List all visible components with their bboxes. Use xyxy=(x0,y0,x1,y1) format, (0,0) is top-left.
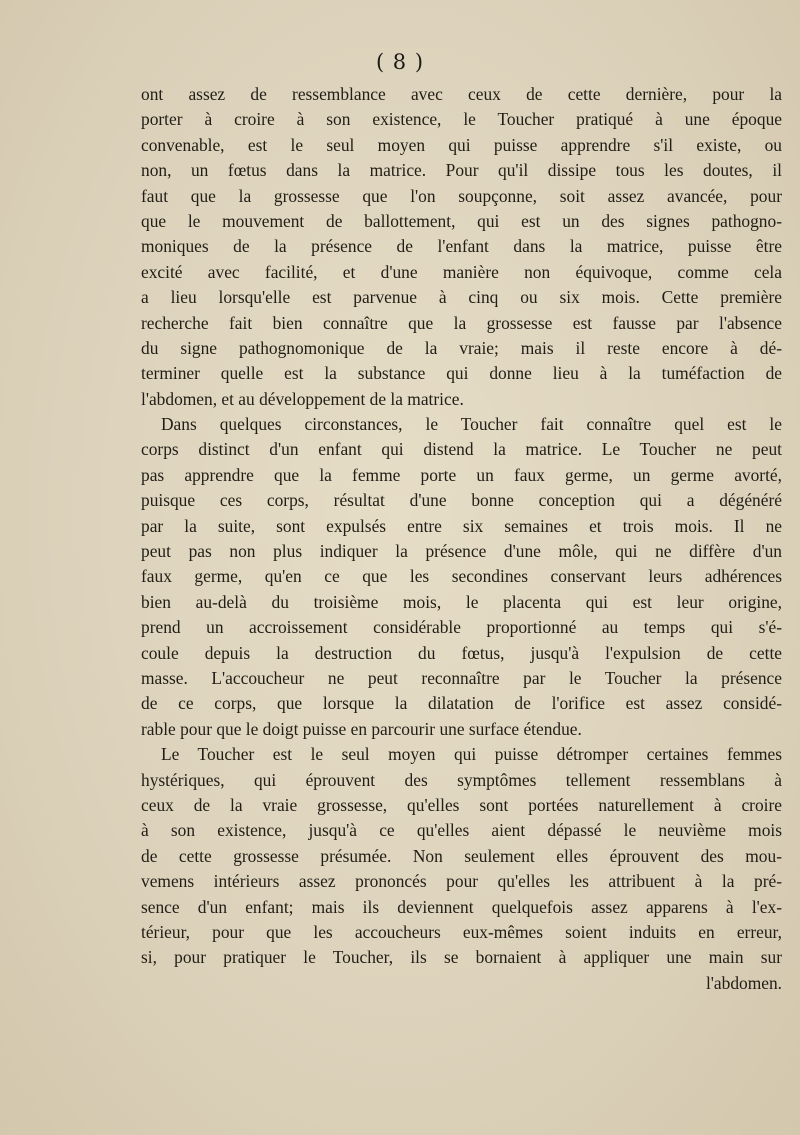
page-number: ( 8 ) xyxy=(375,50,425,74)
text-line: convenable, est le seul moyen qui puisse apprendre s'il existe, ou xyxy=(141,134,782,155)
text-line: vemens intérieurs assez prononcés pour qu'elles les attribuent à la pré- xyxy=(141,871,782,892)
text-line: a lieu lorsqu'elle est parvenue à cinq ou six mois. Cette première xyxy=(141,287,782,308)
text-line: l'abdomen. xyxy=(705,972,782,993)
paragraph-2 xyxy=(141,412,782,742)
text-line: pas apprendre que la femme porte un faux germe, un germe avorté, xyxy=(141,464,782,485)
text-line: peut pas non plus indiquer la présence d'une môle, qui ne diffère d'un xyxy=(141,541,782,562)
text-line: coule depuis la destruction du fœtus, jusqu'à l'expulsion de cette xyxy=(141,642,782,663)
text-line: corps distinct d'un enfant qui distend la matrice. Le Toucher ne peut xyxy=(141,439,782,460)
text-line: excité avec facilité, et d'une manière non équivoque, comme cela xyxy=(141,261,782,282)
text-line: si, pour pratiquer le Toucher, ils se bornaient à appliquer une main sur xyxy=(141,947,782,968)
text-line: ont assez de ressemblance avec ceux de cette dernière, pour la xyxy=(141,84,782,104)
text-line: du signe pathognomonique de la vraie; mais il reste encore à dé- xyxy=(141,337,782,358)
text-line: puisque ces corps, résultat d'une bonne conception qui a dégénéré xyxy=(141,490,782,511)
text-line: recherche fait bien connaître que la grossesse est fausse par l'absence xyxy=(141,312,782,333)
text-line: terminer quelle est la substance qui donne lieu à la tuméfaction de xyxy=(141,363,782,384)
text-line: térieur, pour que les accoucheurs eux-mêmes soient induits en erreur, xyxy=(141,921,782,942)
text-line: Le Toucher est le seul moyen qui puisse détromper certaines femmes xyxy=(161,744,782,765)
text-line: faut que la grossesse que l'on soupçonne, soit assez avancée, pour xyxy=(141,185,782,206)
text-line: sence d'un enfant; mais ils deviennent quelquefois assez apparens à l'ex- xyxy=(141,896,782,917)
text-line: à son existence, jusqu'à ce qu'elles aient dépassé le neuvième mois xyxy=(141,820,782,841)
text-line: prend un accroissement considérable proportionné au temps qui s'é- xyxy=(141,617,782,638)
text-line: bien au-delà du troisième mois, le placenta qui est leur origine, xyxy=(141,591,782,612)
text-line: moniques de la présence de l'enfant dans la matrice, puisse être xyxy=(141,236,782,257)
text-line: faux germe, qu'en ce que les secondines conservant leurs adhérences xyxy=(141,566,782,587)
body-text xyxy=(141,82,782,996)
text-line: de ce corps, que lorsque la dilatation de l'orifice est assez considé- xyxy=(141,693,782,714)
paragraph-1 xyxy=(141,82,782,412)
paragraph-3 xyxy=(141,742,782,996)
text-line: que le mouvement de ballottement, qui est un des signes pathogno- xyxy=(141,210,782,231)
text-line: par la suite, sont expulsés entre six semaines et trois mois. Il ne xyxy=(141,515,782,536)
text-line: Dans quelques circonstances, le Toucher fait connaître quel est le xyxy=(161,414,782,435)
text-line: masse. L'accoucheur ne peut reconnaître par le Toucher la présence xyxy=(141,667,782,688)
text-line: ceux de la vraie grossesse, qu'elles sont portées naturellement à croire xyxy=(141,794,782,815)
text-line: non, un fœtus dans la matrice. Pour qu'il dissipe tous les doutes, il xyxy=(141,160,782,181)
text-line: hystériques, qui éprouvent des symptômes tellement ressemblans à xyxy=(141,769,782,790)
text-line: de cette grossesse présumée. Non seulement elles éprouvent des mou- xyxy=(141,845,782,866)
text-line: porter à croire à son existence, le Toucher pratiqué à une époque xyxy=(141,109,782,130)
text-line: rable pour que le doigt puisse en parcourir une surface étendue. xyxy=(141,718,582,739)
text-line: l'abdomen, et au développement de la matrice. xyxy=(141,388,464,409)
